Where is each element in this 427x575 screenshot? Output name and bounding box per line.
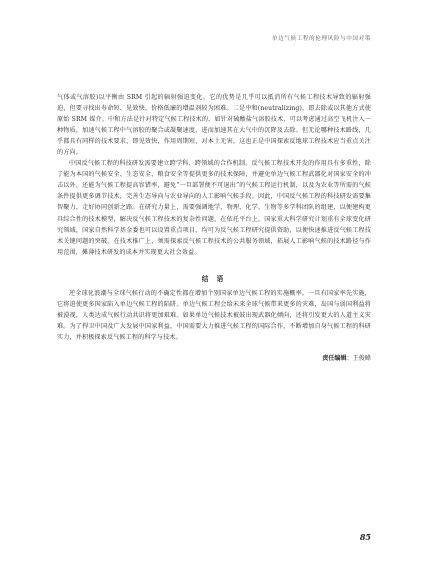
body-paragraph-2: 中国反气候工程的科技研发需要建立跨学科、跨领域的合作机制。反气候工程技术开发的作用具有多重性，除了能为本国的气候安全、生态安全、粮食安全等提供更多的技术保障，并避免单边气候工程武器化对国家安全的冲击以外，还能为气候工程提高容错率，避免“一旦部署便不可退出”的气候工程运行机制，以及为农业等所需的气候条件提供更多调节技术，完善生态导向与农业导向的人工影响气候手段。因此，中国反气候工程的科技研发需要集智聚力，走好协同创新之路。在研究力量上，需要强调地学、物理、化学、生物等多学科团队的组建，以便建构更具综合性的技术模型，解决反气候工程技术的复杂性问题。在依托平台上，国家重大科学研究计划重有全球变化研究领域，国家自然科学基金委也可以设置重点项目，均可为反气候工程研究提供资助，以便快速推进反气候工程技术关键问题的突破。在技术推广上，须需探索反气候工程技术的公共服务领域，拓展人工影响气候的技术路径与作用范围，摊薄技术研发的成本并实现更大社会效益。 (57, 160, 371, 256)
editor-label: 责任编辑 (322, 354, 347, 362)
editor-name: 王俊暐 (352, 354, 371, 362)
article-body (57, 92, 371, 362)
body-paragraph-1: 气体或气溶胶)以平衡由 SRM 引起的辐射强迫变化。它的优势是几乎可以抵消所有气候工程技术导致的辐射强迫，但要寻找出寿命短、见效快、价格低廉的增温剂较为困难。二是中和(neutralizing)，即去除或以其他方式使原始 SRM 媒介。中和方法是针对特定气候工程技术的，如针对硫酸盐气溶胶技术，可以考虑通过高空飞机注入一种物质，加速气候工程中气溶胶的聚合或凝聚速度，进而加速其在大气中的沉降及去除。但无论哪种技术路线，几乎都具有同样的技术要求，即见效快，作用周期短，对本土无害，这也正是中国探索反地球工程技术应当重点关注的方向。 (57, 94, 371, 157)
conclusion-paragraph: 逆全球化浪潮与全球气候行动的不确定性都在增加个别国家单边气候工程的实施概率。一旦有国家率先实施，它将迫使更多国家陷入单边气候工程的陷阱。单边气候工程会给未来全球气候带来更多的灾难，岛国与弱国利益将被漠视，人类达成气候行动共识将更加艰难。如果单边气候技术被鼓出现武器化倾向，还将引发更大的人道主义灾难。为了捍卫中国及广大发展中国家利益，中国需要大力推进气候工程的国际合作，不断增加自身气候工程的科研实力，并积极探索反气候工程的科学与技术。 (57, 289, 371, 341)
editor-credit (57, 353, 371, 362)
editor-separator: ： (346, 354, 353, 362)
conclusion-heading: 结 语 (201, 274, 227, 283)
page-number: 85 (359, 532, 371, 542)
running-header: 单边气候工程的伦理风险与中国对策 (271, 36, 371, 42)
